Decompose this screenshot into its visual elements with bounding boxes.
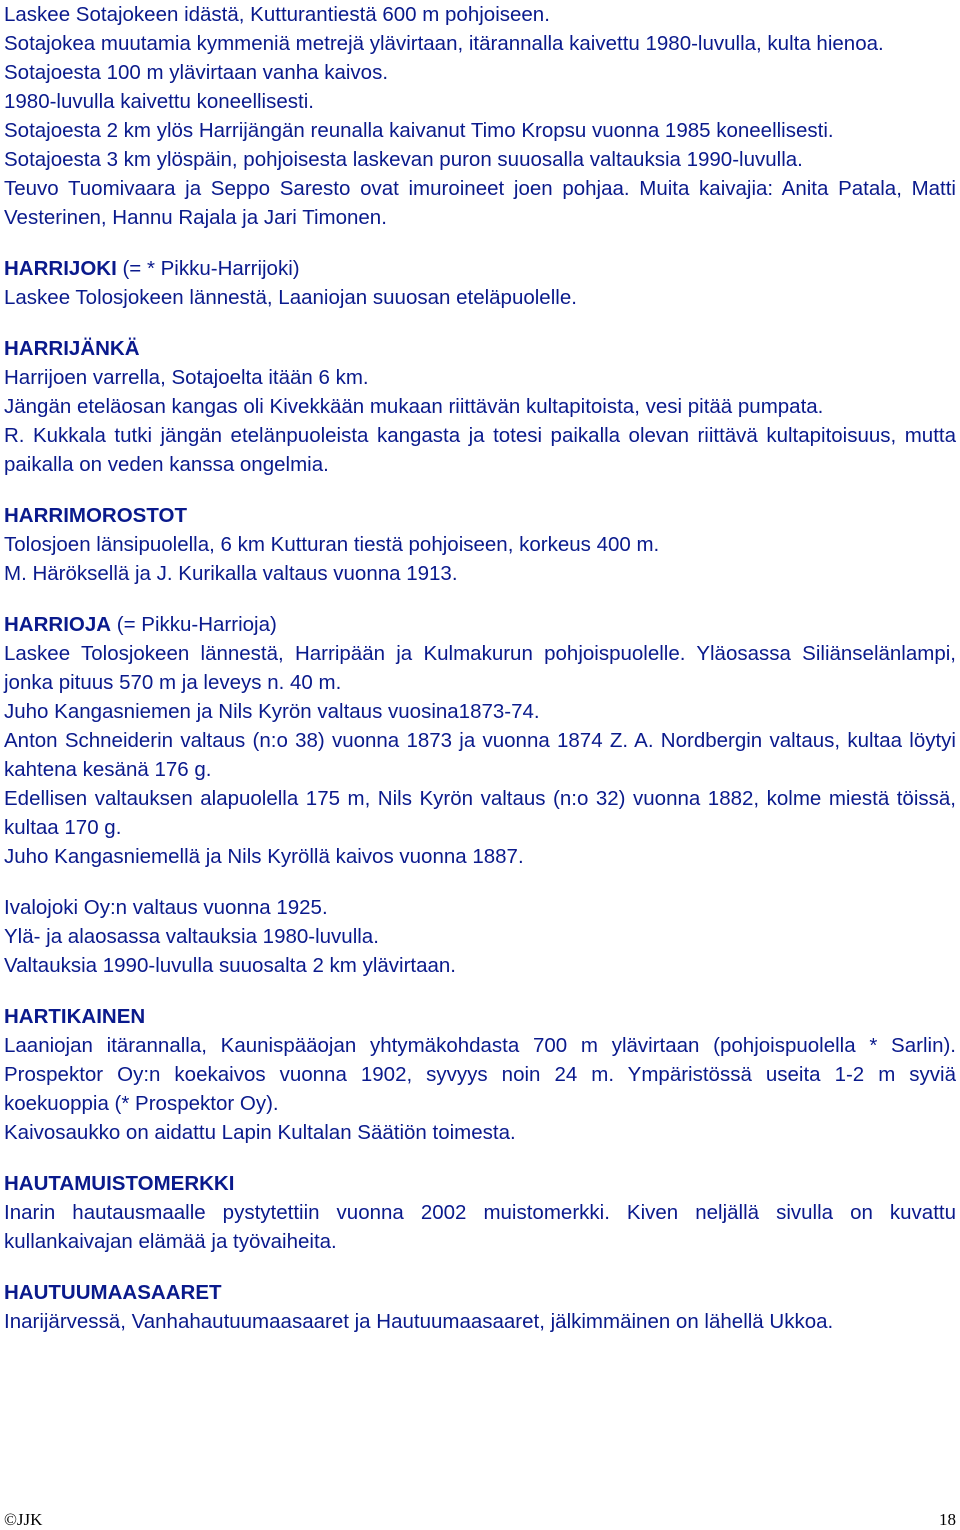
section-line: Laskee Tolosjokeen lännestä, Laaniojan suuosan eteläpuolelle. <box>4 286 577 309</box>
section-line: Juho Kangasniemen ja Nils Kyrön valtaus vuosina1873-74. <box>4 700 540 723</box>
section-title: HARRIJOKI <box>4 257 117 280</box>
section-line: Valtauksia 1990-luvulla suuosalta 2 km ylävirtaan. <box>4 954 457 977</box>
section-title: HARTIKAINEN <box>4 1005 146 1028</box>
section-title: HARRIOJA <box>4 613 112 636</box>
section-line: Jängän eteläosan kangas oli Kivekkään mukaan riittävän kultapitoista, vesi pitää pumpata. <box>4 395 824 418</box>
intro-line: Teuvo Tuomivaara ja Seppo Saresto ovat imuroineet joen pohjaa. Muita kaivajia: Anita Patala, Matti Vesterinen, Hannu Rajala ja Jari Timonen. <box>4 177 956 229</box>
section-line: Inarin hautausmaalle pystytettiin vuonna 2002 muistomerkki. Kiven neljällä sivulla on kuvattu kullankaivajan elämää ja työvaiheita. <box>4 1201 956 1253</box>
section-line: Kaivosaukko on aidattu Lapin Kultalan Säätiön toimesta. <box>4 1121 516 1144</box>
page-number: 18 <box>939 1510 956 1529</box>
section-line: Tolosjoen länsipuolella, 6 km Kutturan tiestä pohjoiseen, korkeus 400 m. <box>4 533 660 556</box>
section-harrimorostot <box>4 501 956 588</box>
section-harrijoki <box>4 254 956 312</box>
section-hautamuistomerkki <box>4 1169 956 1256</box>
section-line: Laaniojan itärannalla, Kaunispääojan yhtymäkohdasta 700 m ylävirtaan (pohjoispuolella * Sarlin). Prospektor Oy:n koekaivos vuonna 1902, syvyys noin 24 m. Ympäristössä useita 1-2 m syviä koekuoppia (* Prospektor Oy). <box>4 1034 956 1115</box>
section-hartikainen <box>4 1002 956 1147</box>
section-line: Ivalojoki Oy:n valtaus vuonna 1925. <box>4 896 328 919</box>
section-title: HARRIMOROSTOT <box>4 504 187 527</box>
intro-line: Laskee Sotajokeen idästä, Kutturantiestä 600 m pohjoiseen. <box>4 3 550 26</box>
section-title: HAUTUUMAASAARET <box>4 1281 222 1304</box>
intro-line: Sotajoesta 3 km ylöspäin, pohjoisesta laskevan puron suuosalla valtauksia 1990-luvulla. <box>4 148 803 171</box>
section-hautuumaasaaret <box>4 1278 956 1336</box>
section-line: Ylä- ja alaosassa valtauksia 1980-luvulla. <box>4 925 379 948</box>
page-footer <box>0 1510 958 1530</box>
copyright-label: ©JJK <box>4 1510 43 1529</box>
intro-line: Sotajokea muutamia kymmeniä metrejä ylävirtaan, itärannalla kaivettu 1980-luvulla, kulta hienoa. <box>4 32 884 55</box>
intro-line: Sotajoesta 2 km ylös Harrijängän reunalla kaivanut Timo Kropsu vuonna 1985 koneellisesti. <box>4 119 834 142</box>
section-line: Edellisen valtauksen alapuolella 175 m, Nils Kyrön valtaus (n:o 32) vuonna 1882, kolme miestä töissä, kultaa 170 g. <box>4 787 956 839</box>
section-heading <box>4 254 956 283</box>
intro-line: Sotajoesta 100 m ylävirtaan vanha kaivos. <box>4 61 389 84</box>
section-line: Anton Schneiderin valtaus (n:o 38) vuonna 1873 ja vuonna 1874 Z. A. Nordbergin valtaus, kultaa löytyi kahtena kesänä 176 g. <box>4 729 956 781</box>
intro-line: 1980-luvulla kaivettu koneellisesti. <box>4 90 314 113</box>
intro-section <box>4 0 956 232</box>
section-title: HARRIJÄNKÄ <box>4 337 140 360</box>
section-line: R. Kukkala tutki jängän etelänpuoleista kangasta ja totesi paikalla olevan riittävä kultapitoisuus, mutta paikalla on veden kanssa ongelmia. <box>4 424 956 476</box>
section-line: M. Häröksellä ja J. Kurikalla valtaus vuonna 1913. <box>4 562 458 585</box>
document-body <box>4 0 956 1336</box>
section-alias: (= * Pikku-Harrijoki) <box>116 257 300 280</box>
section-harrioja <box>4 610 956 980</box>
section-line: Inarijärvessä, Vanhahautuumaasaaret ja Hautuumaasaaret, jälkimmäinen on lähellä Ukkoa. <box>4 1310 834 1333</box>
section-line: Harrijoen varrella, Sotajoelta itään 6 km. <box>4 366 369 389</box>
section-alias: (= Pikku-Harrioja) <box>111 613 277 636</box>
section-line: Laskee Tolosjokeen lännestä, Harripään ja Kulmakurun pohjoispuolelle. Yläosassa Siliänselänlampi, jonka pituus 570 m ja leveys n. 40 m. <box>4 642 956 694</box>
section-heading <box>4 610 956 639</box>
section-harrijanka <box>4 334 956 479</box>
section-title: HAUTAMUISTOMERKKI <box>4 1172 235 1195</box>
section-line: Juho Kangasniemellä ja Nils Kyröllä kaivos vuonna 1887. <box>4 845 524 868</box>
